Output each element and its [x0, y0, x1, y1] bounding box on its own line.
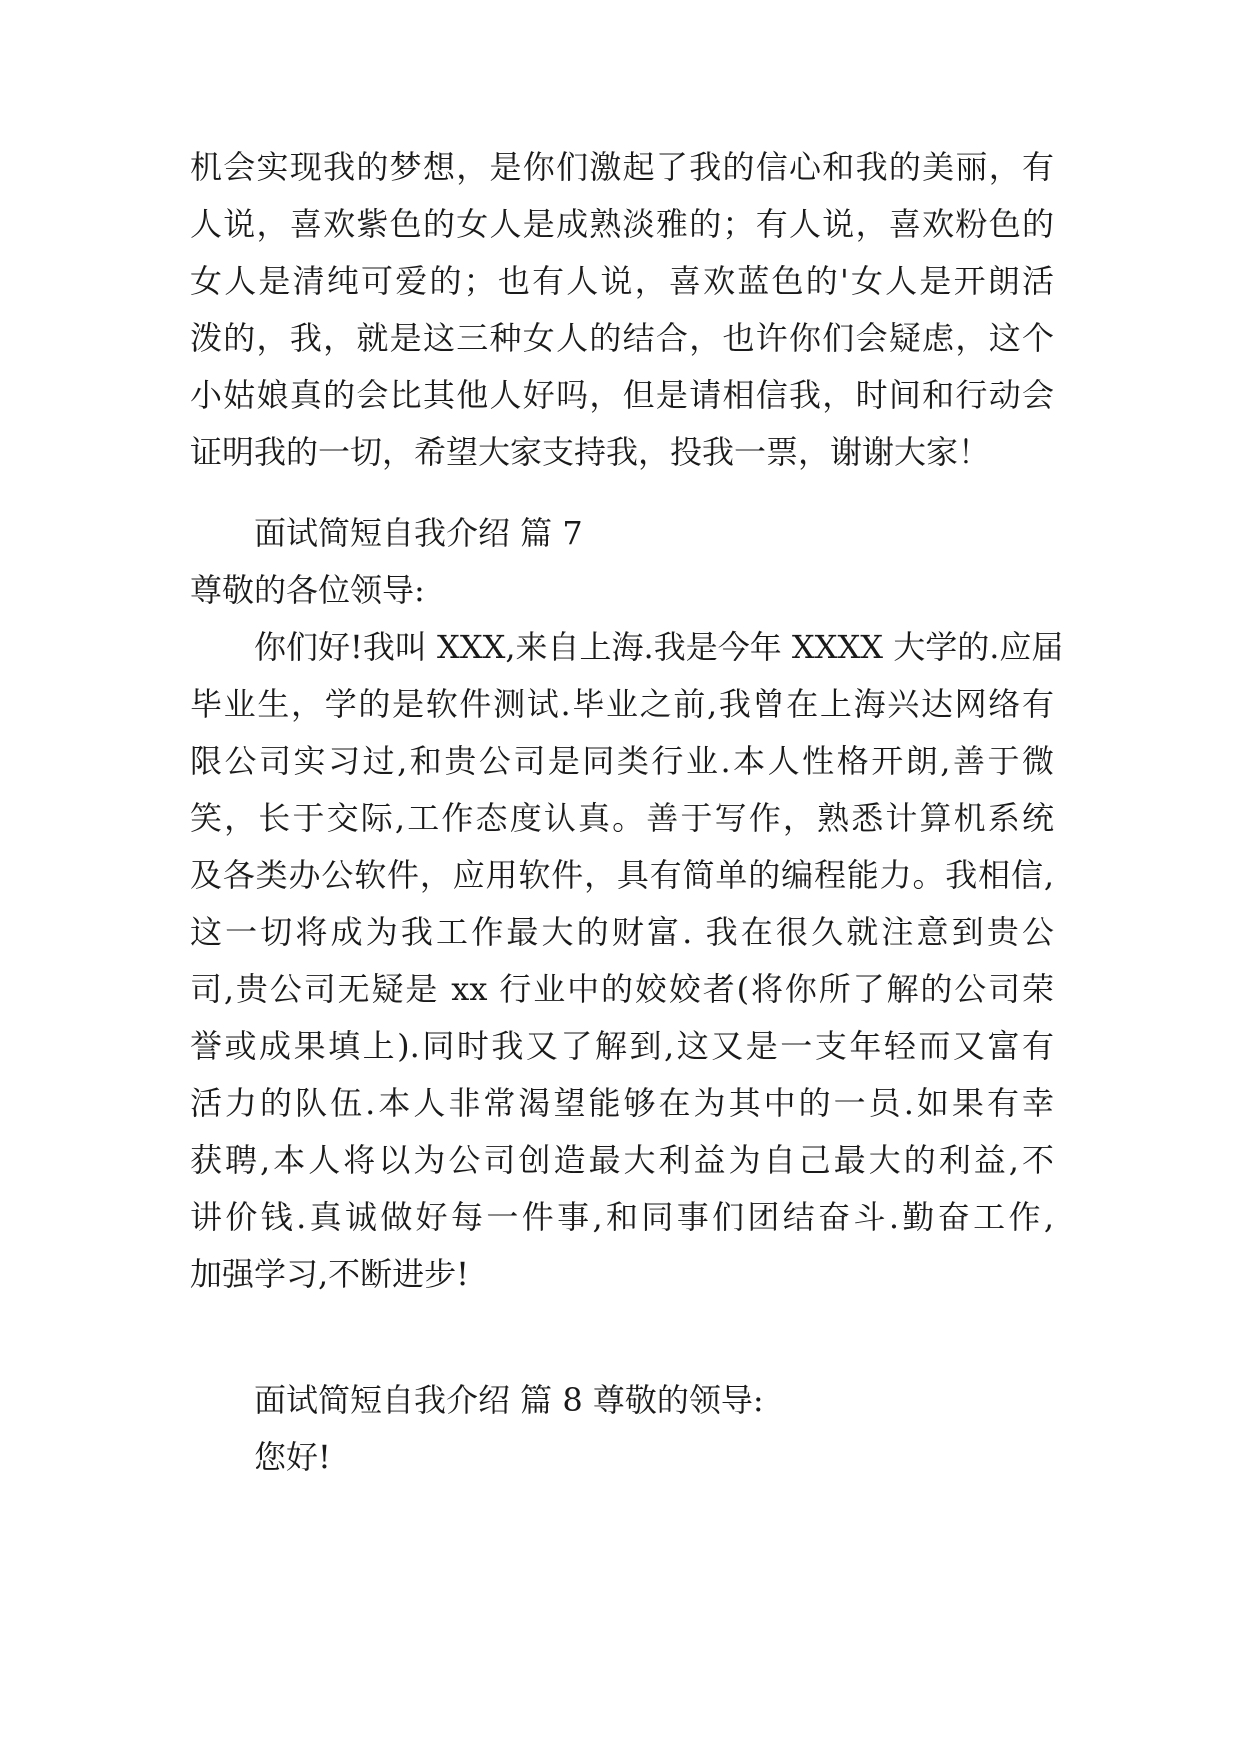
paragraph-line: 机会实现我的梦想，是你们激起了我的信心和我的美丽，有 — [190, 148, 1054, 186]
section-7 — [190, 505, 1064, 1303]
paragraph-line: 泼的，我，就是这三种女人的结合，也许你们会疑虑，这个 — [190, 319, 1054, 357]
paragraph-line: 司,贵公司无疑是 xx 行业中的姣姣者(将你所了解的公司荣 — [190, 970, 1054, 1008]
section-8 — [190, 1372, 1054, 1486]
paragraph-line: 小姑娘真的会比其他人好吗，但是请相信我，时间和行动会 — [190, 376, 1054, 414]
paragraph-line: 笑，长于交际,工作态度认真。善于写作，熟悉计算机系统 — [190, 799, 1054, 837]
salutation: 尊敬的各位领导: — [190, 571, 425, 609]
paragraph-line: 你们好!我叫 XXX,来自上海.我是今年 XXXX 大学的.应届 — [254, 628, 1064, 666]
paragraph-line: 毕业生，学的是软件测试.毕业之前,我曾在上海兴达网络有 — [190, 685, 1054, 723]
paragraph-line: 这一切将成为我工作最大的财富. 我在很久就注意到贵公 — [190, 913, 1054, 951]
paragraph-line: 及各类办公软件，应用软件，具有简单的编程能力。我相信, — [190, 856, 1054, 894]
paragraph-line: 人说，喜欢紫色的女人是成熟淡雅的；有人说，喜欢粉色的 — [190, 205, 1054, 243]
paragraph-line: 限公司实习过,和贵公司是同类行业.本人性格开朗,善于微 — [190, 742, 1054, 780]
paragraph-line: 获聘,本人将以为公司创造最大利益为自己最大的利益,不 — [190, 1141, 1054, 1179]
paragraph-line: 加强学习,不断进步! — [190, 1255, 470, 1293]
paragraph-line: 誉或成果填上).同时我又了解到,这又是一支年轻而又富有 — [190, 1027, 1054, 1065]
paragraph-line: 活力的队伍.本人非常渴望能够在为其中的一员.如果有幸 — [190, 1084, 1054, 1122]
section-heading: 面试简短自我介绍 篇 7 — [254, 514, 583, 552]
previous-section-text — [190, 139, 1054, 481]
paragraph-line: 证明我的一切，希望大家支持我，投我一票，谢谢大家！ — [190, 433, 991, 471]
paragraph-line: 女人是清纯可爱的；也有人说，喜欢蓝色的'女人是开朗活 — [190, 262, 1054, 300]
greeting: 您好! — [254, 1438, 331, 1476]
paragraph-line: 讲价钱.真诚做好每一件事,和同事们团结奋斗.勤奋工作, — [190, 1198, 1054, 1236]
section-heading: 面试简短自我介绍 篇 8 尊敬的领导: — [254, 1381, 764, 1419]
